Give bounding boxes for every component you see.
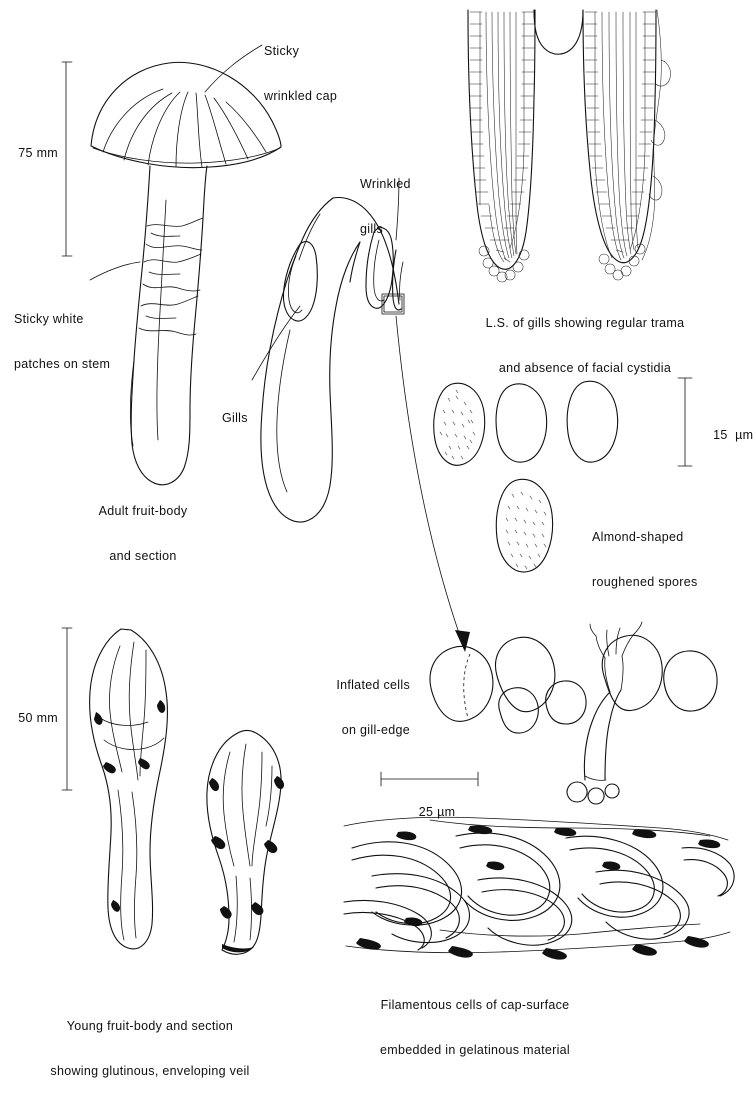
annotation-line: Inflated cells [336,678,410,692]
scale-label-15um [698,413,753,458]
caption-line: embedded in gelatinous material [380,1043,570,1057]
caption-line: Adult fruit-body [98,504,188,518]
caption-line: Filamentous cells of cap-surface [380,998,570,1012]
caption-line: L.S. of gills showing regular trama [485,316,685,330]
caption-adult-fruit-body [38,474,248,594]
caption-line: showing glutinous, enveloping veil [50,1064,250,1078]
leader-sticky-white-patches [90,262,140,280]
annotation-gills [222,381,248,456]
caption-line: and absence of facial cystidia [498,361,672,375]
caption-filamentous-cells [330,968,620,1088]
scale-bar-25um-mark [381,772,478,786]
spores-drawing [434,381,618,572]
young-fruit-body-section [207,730,284,954]
inflated-cells-drawing [430,622,717,804]
caption-ls-of-gills [440,286,730,406]
caption-line: Young fruit-body and section [66,1019,234,1033]
young-fruit-body-whole [90,629,168,949]
scale-label-75mm [2,131,58,176]
annotation-line: Sticky white [14,312,84,326]
annotation-wrinkled-gills [360,147,411,267]
annotation-line: on gill-edge [341,723,410,737]
caption-line: and section [109,549,177,563]
annotation-sticky-white-patches-on-stem [14,282,110,402]
scale-label-15um-text: 15 µm [713,428,753,442]
leader-gills [252,306,300,380]
scale-bar-75mm-mark [62,62,72,256]
adult-fruit-body-drawing [91,62,281,484]
scale-bar-50mm-mark [62,628,72,790]
annotation-almond-shaped-roughened-spores [592,500,698,620]
annotation-line: wrinkled cap [264,89,338,103]
annotation-line: Wrinkled [360,177,411,191]
annotation-line: Almond-shaped [592,530,684,544]
scale-label-25um [381,790,478,835]
scale-label-25um-text: 25 µm [418,805,456,819]
annotation-line: Gills [222,411,248,425]
filamentous-cells-drawing [344,817,734,959]
annotation-line: Sticky [264,44,300,58]
scale-label-50mm [2,696,58,741]
caption-young-fruit-body [0,989,310,1109]
annotation-line: gills [360,222,384,236]
annotation-line: roughened spores [592,575,698,589]
scale-label-75mm-text: 75 mm [18,146,58,160]
annotation-inflated-cells-on-gill-edge [300,648,410,768]
annotation-sticky-wrinkled-cap [264,14,337,134]
annotation-line: patches on stem [14,357,111,371]
ls-of-gills-drawing [468,10,671,282]
scale-label-50mm-text: 50 mm [18,711,58,725]
